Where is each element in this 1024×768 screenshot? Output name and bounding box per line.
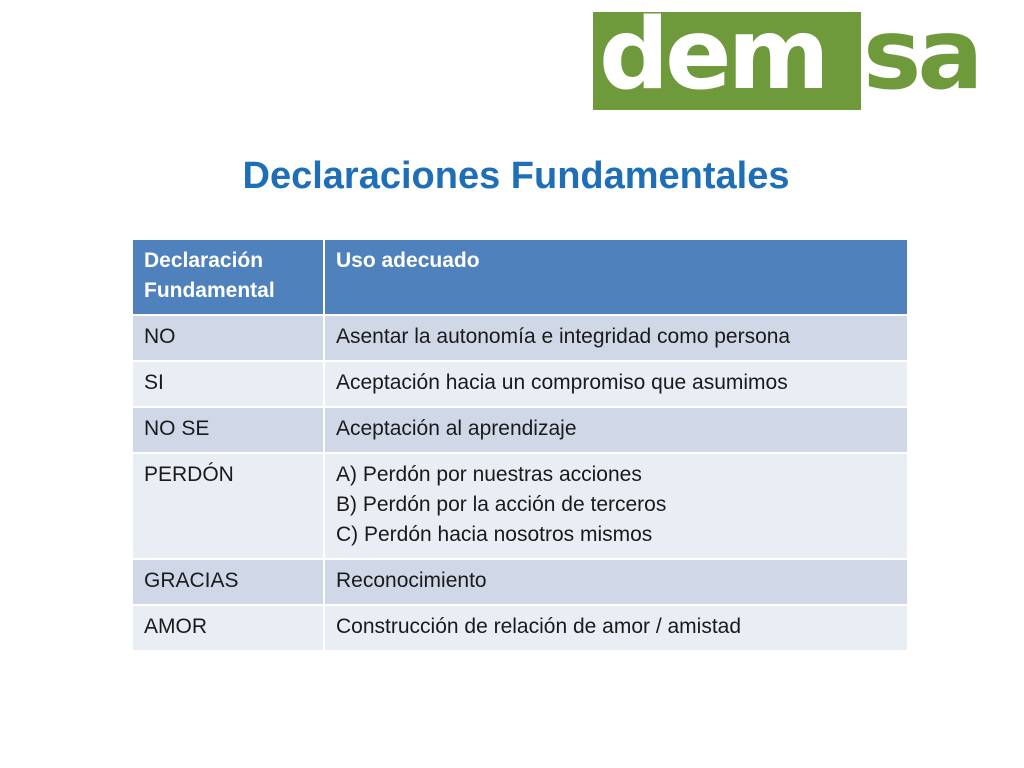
column-header-declaracion-line2: Fundamental [144,279,275,302]
table-row [133,408,907,454]
cell-declaracion: GRACIAS [133,560,325,606]
cell-uso-line: C) Perdón hacia nosotros mismos [336,523,653,546]
cell-uso-line: A) Perdón por nuestras acciones [336,463,642,486]
table-row [133,454,907,560]
cell-uso-line: B) Perdón por la acción de terceros [336,493,667,516]
column-header-declaracion-line1: Declaración [144,249,264,272]
demsa-logo [593,0,993,112]
cell-declaracion: NO SE [133,408,325,454]
table-row [133,362,907,408]
cell-uso: Reconocimiento [325,560,907,606]
cell-declaracion: PERDÓN [133,454,325,560]
logo-text-sa: sa [863,0,980,112]
cell-declaracion: SI [133,362,325,408]
cell-uso [325,454,907,560]
logo-text-dem: dem [599,0,826,112]
table-row [133,316,907,362]
cell-uso: Asentar la autonomía e integridad como persona [325,316,907,362]
cell-declaracion: NO [133,316,325,362]
cell-uso: Aceptación al aprendizaje [325,408,907,454]
declarations-table [133,240,907,652]
page-title: Declaraciones Fundamentales [242,155,790,197]
cell-uso: Construcción de relación de amor / amistad [325,606,907,652]
column-header-declaracion [133,240,325,316]
table-row [133,606,907,652]
table-header-row [133,240,907,316]
table-row [133,560,907,606]
cell-uso: Aceptación hacia un compromiso que asumimos [325,362,907,408]
cell-declaracion: AMOR [133,606,325,652]
column-header-uso: Uso adecuado [325,240,907,316]
